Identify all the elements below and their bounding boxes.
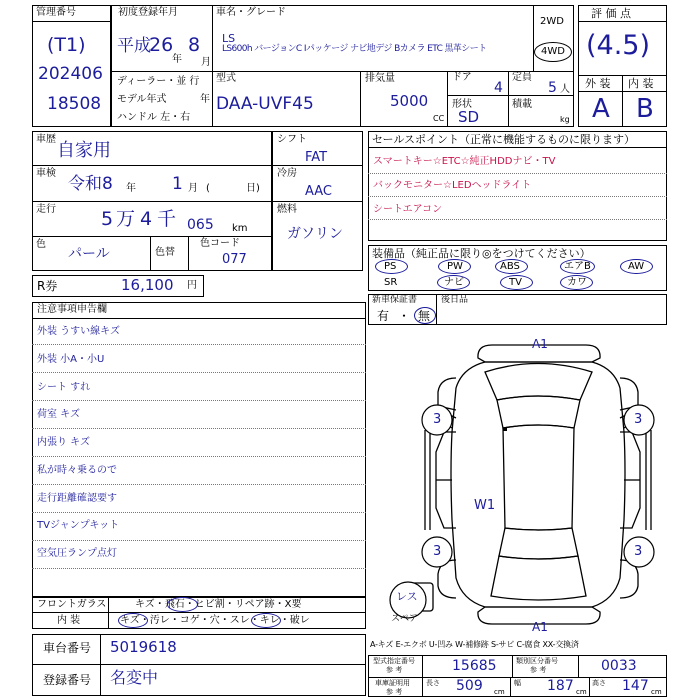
equipment-aw-circle — [620, 259, 653, 274]
drive-4wd: 4WD — [541, 46, 565, 57]
width-value: 187 — [547, 678, 574, 694]
equipment-airbag-circle — [560, 259, 595, 274]
front-glass-options: キズ・飛石・ヒビ割・リペア跡・X要 — [135, 599, 302, 610]
equipment-abs: ABS — [500, 261, 520, 272]
warranty-sep: ・ — [398, 309, 411, 323]
inspection-label: 車検 — [36, 168, 56, 179]
width-unit: cm — [576, 688, 587, 696]
damage-label-roof: W1 — [474, 498, 496, 513]
shape-label: 形状 — [452, 99, 472, 110]
class-value: 0033 — [601, 658, 637, 674]
equipment-airbag: エアB — [564, 261, 591, 272]
registration-value: 名変中 — [110, 668, 159, 687]
capacity-unit: 人 — [560, 84, 570, 95]
damage-label-rear: A1 — [532, 620, 548, 634]
history-value: 自家用 — [57, 140, 111, 161]
exterior-grade: A — [592, 94, 610, 124]
first-registration-label: 初度登録年月 — [118, 7, 178, 18]
type-value: DAA-UVF45 — [216, 94, 314, 114]
type-spec-ref: 参 考 — [386, 666, 403, 674]
color-label: 色 — [36, 239, 46, 250]
mgmt-number-1: 202406 — [38, 64, 103, 84]
note-line: 荷室 キズ — [37, 409, 80, 420]
damage-label-front: A1 — [532, 337, 548, 351]
type-label: 型式 — [216, 73, 236, 84]
interior-scratch-circle — [118, 613, 148, 628]
sales-point-line: スマートキー☆ETC☆純正HDDナビ・TV — [373, 156, 556, 167]
warranty-label: 新車保証書 — [372, 295, 418, 305]
height-value: 147 — [622, 678, 649, 694]
month-unit: 月 — [201, 57, 211, 68]
color-code-label: 色コード — [200, 238, 240, 249]
drive-4wd-circle — [534, 42, 572, 62]
shift-value: FAT — [305, 150, 328, 165]
interior-grade-label: 内 装 — [628, 77, 654, 90]
equipment-abs-circle — [495, 259, 528, 274]
score-value: (4.5) — [586, 30, 651, 61]
equipment-tv-circle — [500, 275, 533, 290]
note-line: 空気圧ランプ点灯 — [37, 548, 117, 559]
interior-grade: B — [636, 94, 654, 124]
note-line: 外装 うすい線キズ — [37, 326, 120, 337]
model-year-label: モデル年式 — [117, 94, 167, 105]
car-name-label: 車名・グレード — [216, 7, 286, 18]
recycle-unit: 円 — [187, 280, 197, 291]
displacement-label: 排気量 — [365, 73, 395, 84]
note-line: TVジャンプキット — [37, 520, 120, 531]
car-grade: LS600h バージョンC Iパッケージ ナビ地デジ Bカメラ ETC 黒革シート — [222, 44, 487, 54]
height-label: 高さ — [592, 679, 606, 687]
class-ref: 参 考 — [530, 666, 547, 674]
capacity-label: 定員 — [512, 72, 532, 83]
score-label: 評 価 点 — [591, 7, 631, 20]
sales-point-line: シートエアコン — [373, 204, 443, 215]
displacement-unit: CC — [433, 114, 445, 123]
equipment-leather-circle — [560, 275, 593, 290]
color-value: パール — [68, 246, 110, 262]
equipment-pw-circle — [438, 259, 471, 274]
chassis-value: 5019618 — [110, 638, 177, 656]
inspection-era: 令和8 — [68, 174, 113, 194]
mileage-unit: km — [232, 223, 248, 234]
registration-month: 8 — [188, 34, 201, 56]
recycle-value: 16,100 — [121, 276, 174, 294]
chassis-label: 車台番号 — [43, 641, 92, 655]
mgmt-code: (T1) — [47, 34, 86, 56]
equipment-aw: AW — [628, 261, 645, 272]
notes-label: 注意事項申告欄 — [37, 304, 107, 315]
length-label: 長さ — [426, 679, 440, 687]
sales-point-line: バックモニター☆LEDヘッドライト — [373, 180, 532, 191]
note-line: 内張り キズ — [37, 437, 90, 448]
shift-label: シフト — [277, 134, 307, 145]
height-unit: cm — [651, 688, 662, 696]
type-spec-value: 15685 — [452, 658, 497, 674]
ac-value: AAC — [305, 184, 332, 199]
color-code-value: 077 — [222, 252, 247, 267]
interior-options: キズ・汚レ・コゲ・穴・スレ・キレ・破レ — [120, 615, 310, 626]
mileage-man: 5 — [101, 208, 114, 230]
dealer-label: ディーラー・並 行 — [117, 76, 200, 87]
equipment-leather: カワ — [567, 277, 587, 288]
recycle-box — [32, 275, 204, 297]
drive-2wd: 2WD — [540, 16, 564, 27]
damage-label-rear-left: 3 — [433, 544, 442, 559]
mileage-label: 走行 — [36, 204, 56, 215]
cert-ref: 参 考 — [386, 688, 403, 696]
handle-label: ハンドル 左・右 — [117, 112, 191, 123]
exterior-grade-label: 外 装 — [585, 77, 611, 90]
interior-wear-circle — [251, 613, 281, 628]
equipment-label: 装備品（純正品に限り◎をつけてください） — [372, 247, 591, 260]
registration-label: 登録番号 — [43, 673, 92, 687]
width-label: 幅 — [514, 679, 521, 687]
length-unit: cm — [494, 688, 505, 696]
note-line: 走行距離確認要す — [37, 493, 117, 504]
length-value: 509 — [456, 678, 483, 694]
fuel-label: 燃料 — [277, 204, 297, 215]
mileage-sen-unit: 千 — [157, 208, 177, 230]
registration-era: 平成 — [117, 36, 151, 56]
later-items-label: 後日品 — [441, 295, 469, 305]
inspection-day-unit: 日) — [246, 183, 260, 194]
cert-label: 車庫証明用 — [375, 679, 410, 687]
spare-mark: レス — [396, 590, 418, 603]
car-name: LS — [222, 32, 236, 45]
warranty-no-circle — [414, 307, 436, 324]
mileage-man-unit: 万 — [116, 208, 136, 230]
damage-label-front-left: 3 — [433, 412, 442, 427]
equipment-navi-circle — [437, 275, 470, 290]
warranty-yes: 有 — [377, 309, 390, 323]
mileage-rest: 065 — [187, 217, 214, 233]
displacement-value: 5000 — [390, 92, 429, 110]
glass-stone-chip-circle — [167, 597, 198, 612]
history-label: 車歴 — [36, 134, 56, 145]
equipment-ps: PS — [384, 261, 397, 272]
note-line: 私が時々乗るので — [37, 465, 117, 476]
warranty-no: 無 — [418, 309, 431, 323]
load-unit: kg — [560, 115, 570, 124]
year-unit: 年 — [172, 54, 182, 65]
mgmt-label: 管理番号 — [36, 7, 76, 18]
capacity-value: 5 — [548, 80, 557, 96]
type-spec-label: 型式指定番号 — [373, 657, 415, 665]
damage-label-front-right: 3 — [634, 412, 643, 427]
vehicle-info-box — [111, 5, 574, 127]
load-label: 積載 — [512, 99, 532, 110]
fuel-value: ガソリン — [287, 226, 343, 242]
inspection-month: 1 — [172, 174, 183, 194]
class-label: 類別区分番号 — [516, 657, 558, 665]
door-label: ドア — [452, 72, 472, 83]
note-line: 外装 小A・小U — [37, 354, 105, 365]
model-year-unit: 年 — [200, 94, 210, 105]
shape-value: SD — [458, 108, 480, 126]
spare-label: スペア — [391, 614, 419, 624]
color-change-label: 色替 — [155, 247, 175, 258]
equipment-pw: PW — [447, 261, 463, 272]
damage-label-rear-right: 3 — [634, 544, 643, 559]
equipment-sr: SR — [384, 277, 398, 288]
sales-points-label: セールスポイント（正常に機能するものに限ります） — [372, 133, 636, 146]
equipment-navi: ナビ — [444, 277, 464, 288]
ac-label: 冷房 — [277, 168, 297, 179]
mileage-sen: 4 — [140, 208, 153, 230]
front-glass-label: フロントガラス — [37, 599, 107, 610]
door-value: 4 — [494, 80, 503, 96]
registration-year: 26 — [149, 34, 174, 56]
mgmt-number-2: 18508 — [47, 94, 102, 114]
inspection-month-unit: 月 — [188, 183, 198, 194]
damage-legend: A-キズ E-エクボ U-凹み W-補修跡 S-サビ C-腐食 XX-交換済 — [370, 640, 579, 649]
equipment-tv: TV — [509, 277, 522, 288]
inspection-year-unit: 年 — [126, 183, 136, 194]
inspection-day-open: ( — [206, 183, 210, 194]
interior-label: 内 装 — [57, 615, 81, 626]
equipment-ps-circle — [375, 259, 408, 274]
recycle-label: R券 — [37, 279, 58, 293]
note-line: シート すれ — [37, 382, 91, 393]
